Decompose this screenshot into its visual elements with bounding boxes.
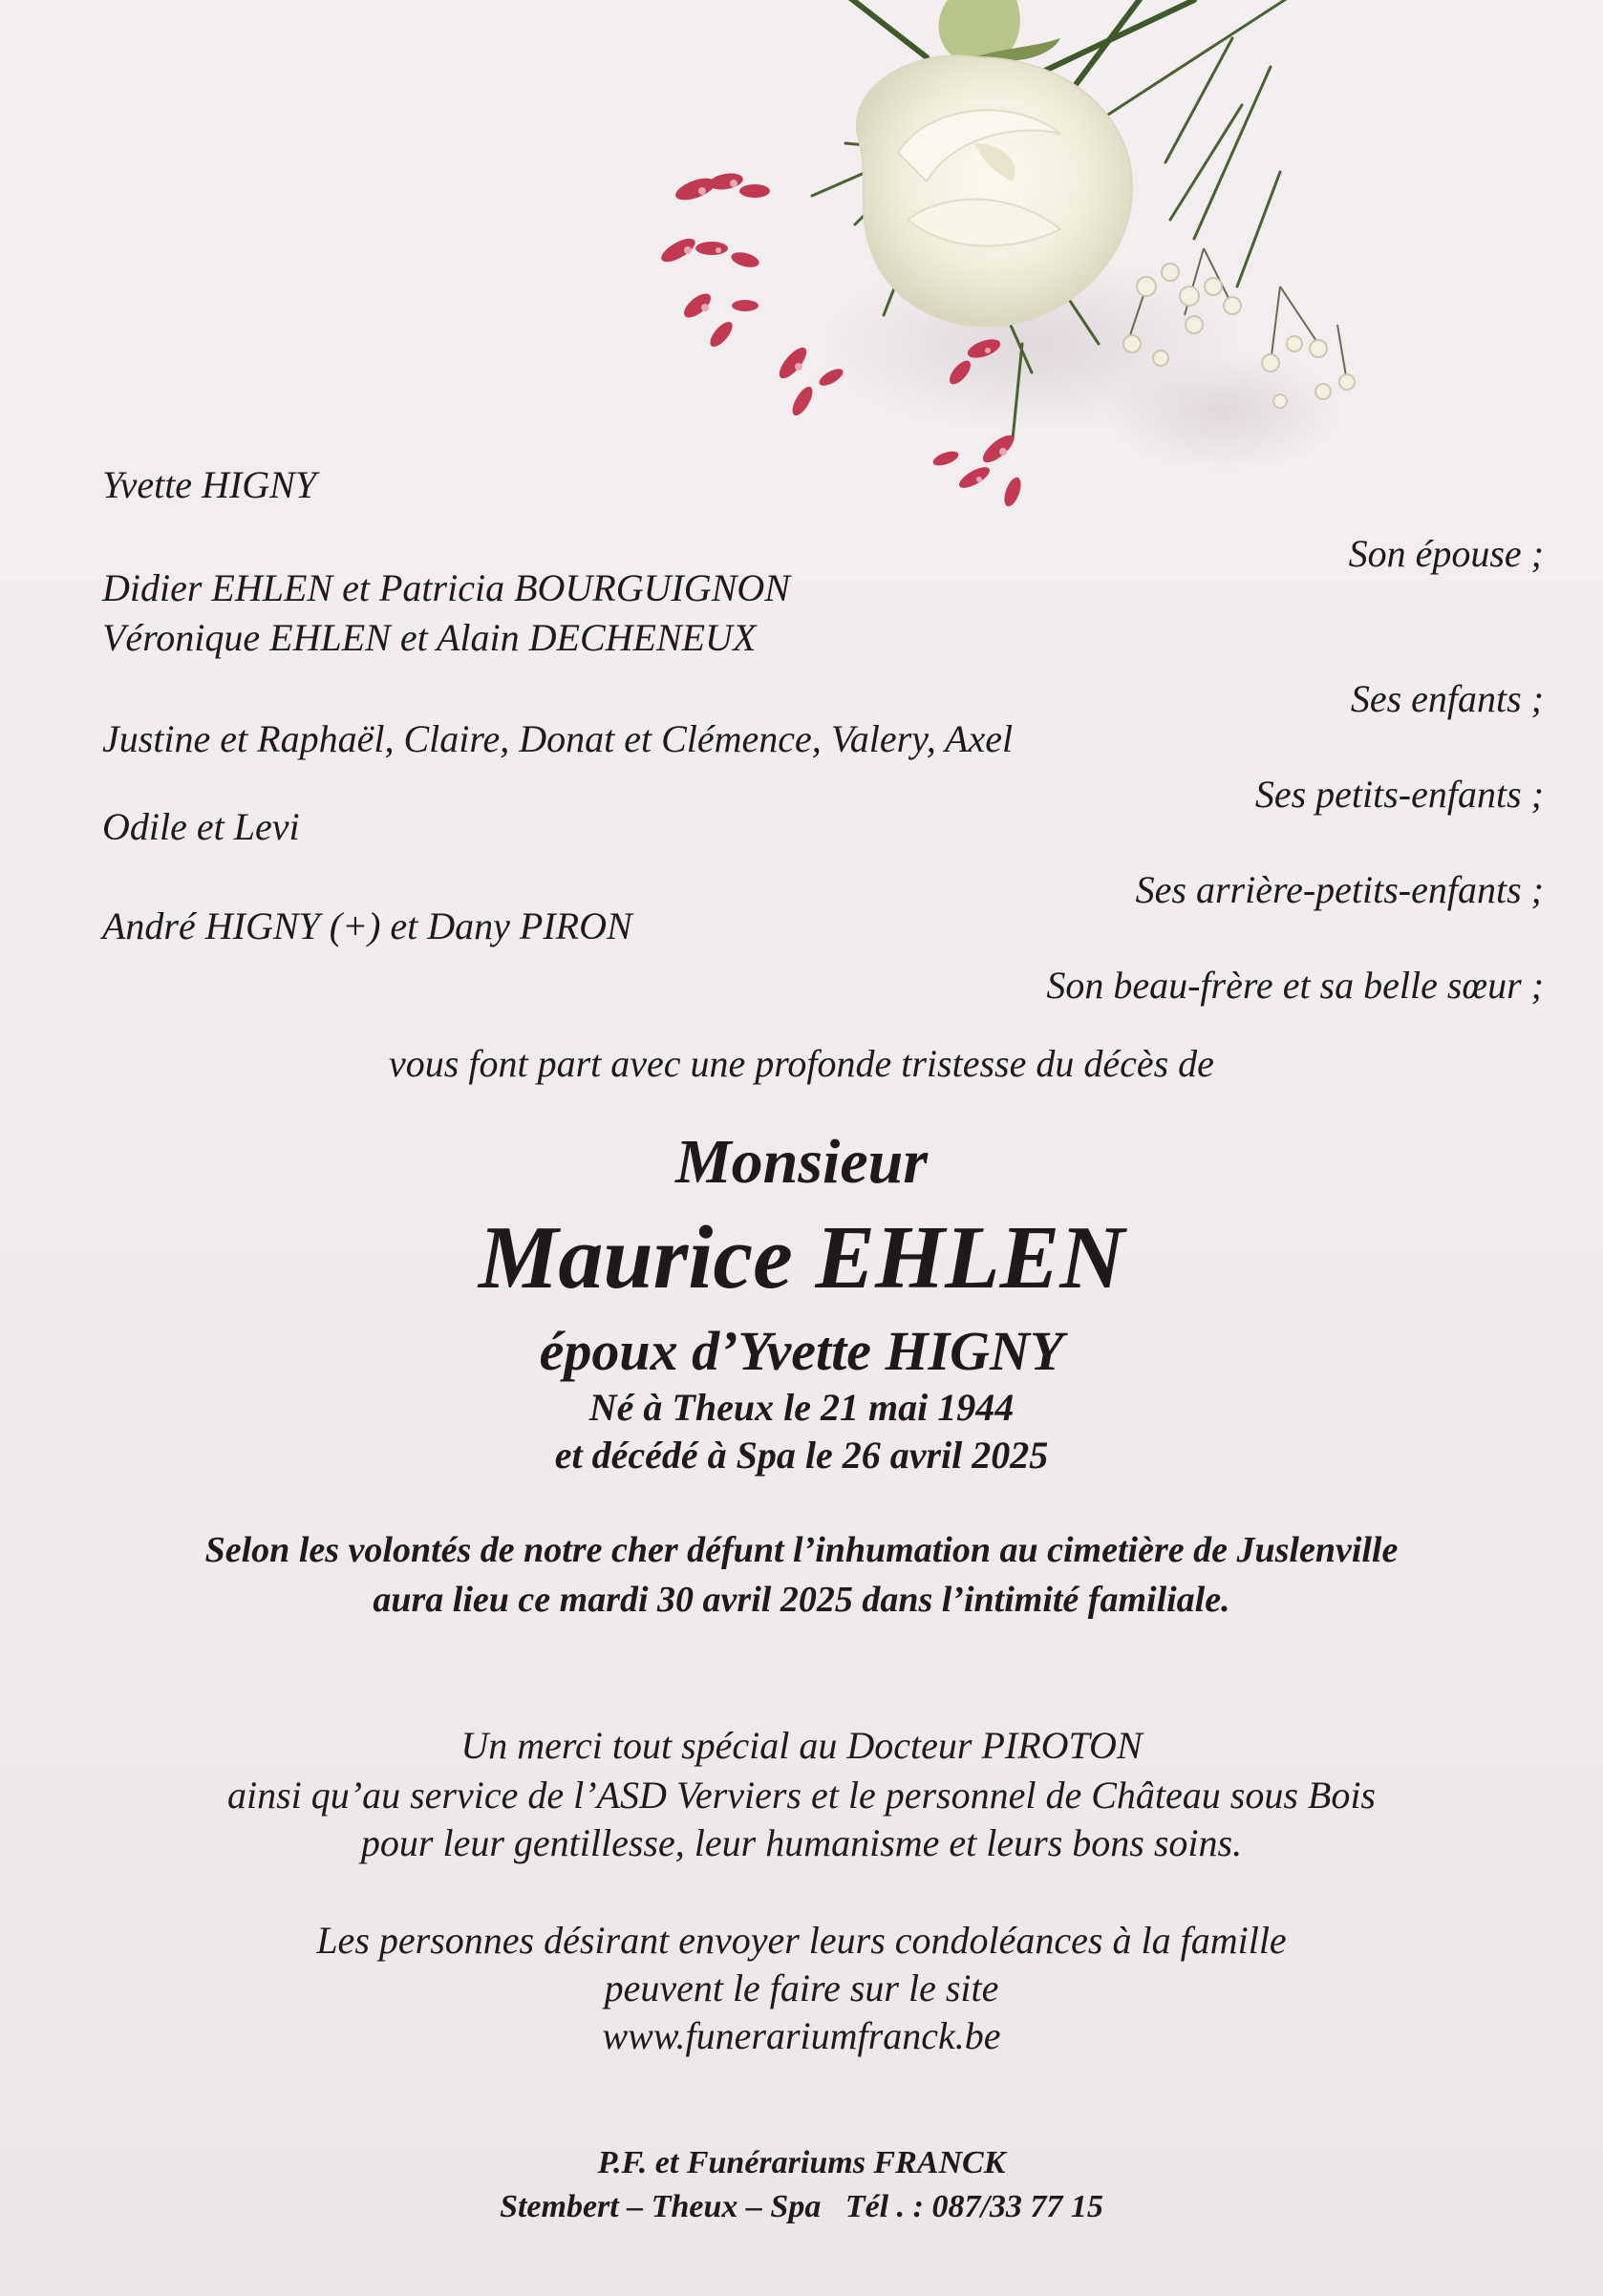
deceased-died: et décédé à Spa le 26 avril 2025 bbox=[554, 1434, 1049, 1477]
relation-grandchildren: Ses petits-enfants ; bbox=[1254, 773, 1544, 816]
announcement-line: vous font part avec une profonde tristesse du décès de bbox=[389, 1042, 1214, 1085]
thanks-line-1: Un merci tout spécial au Docteur PIROTON bbox=[460, 1724, 1143, 1767]
thanks-line-3: pour leur gentillesse, leur humanisme et leurs bons soins. bbox=[360, 1821, 1243, 1864]
burial-line-1: Selon les volontés de notre cher défunt l’inhumation au cimetière de Juslenville bbox=[204, 1530, 1399, 1570]
family-line-child-2: Véronique EHLEN et Alain DECHENEUX bbox=[102, 616, 757, 659]
burial-line-2: aura lieu ce mardi 30 avril 2025 dans l’intimité familiale. bbox=[373, 1580, 1230, 1620]
thanks-line-2: ainsi qu’au service de l’ASD Verviers et le personnel de Château sous Bois bbox=[227, 1774, 1376, 1817]
condolences-website: www.funerariumfranck.be bbox=[602, 2014, 1001, 2057]
deceased-born: Né à Theux le 21 mai 1944 bbox=[588, 1386, 1015, 1429]
condolences-line-2: peuvent le faire sur le site bbox=[604, 1966, 999, 2009]
funeral-home-contact: Stembert – Theux – Spa Tél . : 087/33 77 15 bbox=[500, 2189, 1103, 2224]
relation-children: Ses enfants ; bbox=[1350, 677, 1544, 720]
family-line-in-laws: André HIGNY (+) et Dany PIRON bbox=[102, 904, 632, 947]
relation-great-grandchildren: Ses arrière-petits-enfants ; bbox=[1135, 868, 1544, 911]
deceased-spouse: époux d’Yvette HIGNY bbox=[539, 1320, 1064, 1382]
family-line-great-grandchildren: Odile et Levi bbox=[102, 805, 300, 848]
condolences-line-1: Les personnes désirant envoyer leurs condoléances à la famille bbox=[316, 1919, 1287, 1962]
family-line-spouse: Yvette HIGNY bbox=[102, 463, 317, 506]
family-line-grandchildren: Justine et Raphaël, Claire, Donat et Clémence, Valery, Axel bbox=[102, 717, 1014, 760]
family-line-child-1: Didier EHLEN et Patricia BOURGUIGNON bbox=[102, 566, 790, 609]
flower-bouquet-illustration bbox=[611, 0, 1414, 554]
deceased-name: Maurice EHLEN bbox=[478, 1208, 1125, 1307]
deceased-title: Monsieur bbox=[674, 1127, 929, 1197]
relation-in-laws: Son beau-frère et sa belle sœur ; bbox=[1046, 964, 1544, 1007]
funeral-home-name: P.F. et Funérariums FRANCK bbox=[597, 2145, 1006, 2180]
relation-spouse: Son épouse ; bbox=[1348, 532, 1544, 575]
